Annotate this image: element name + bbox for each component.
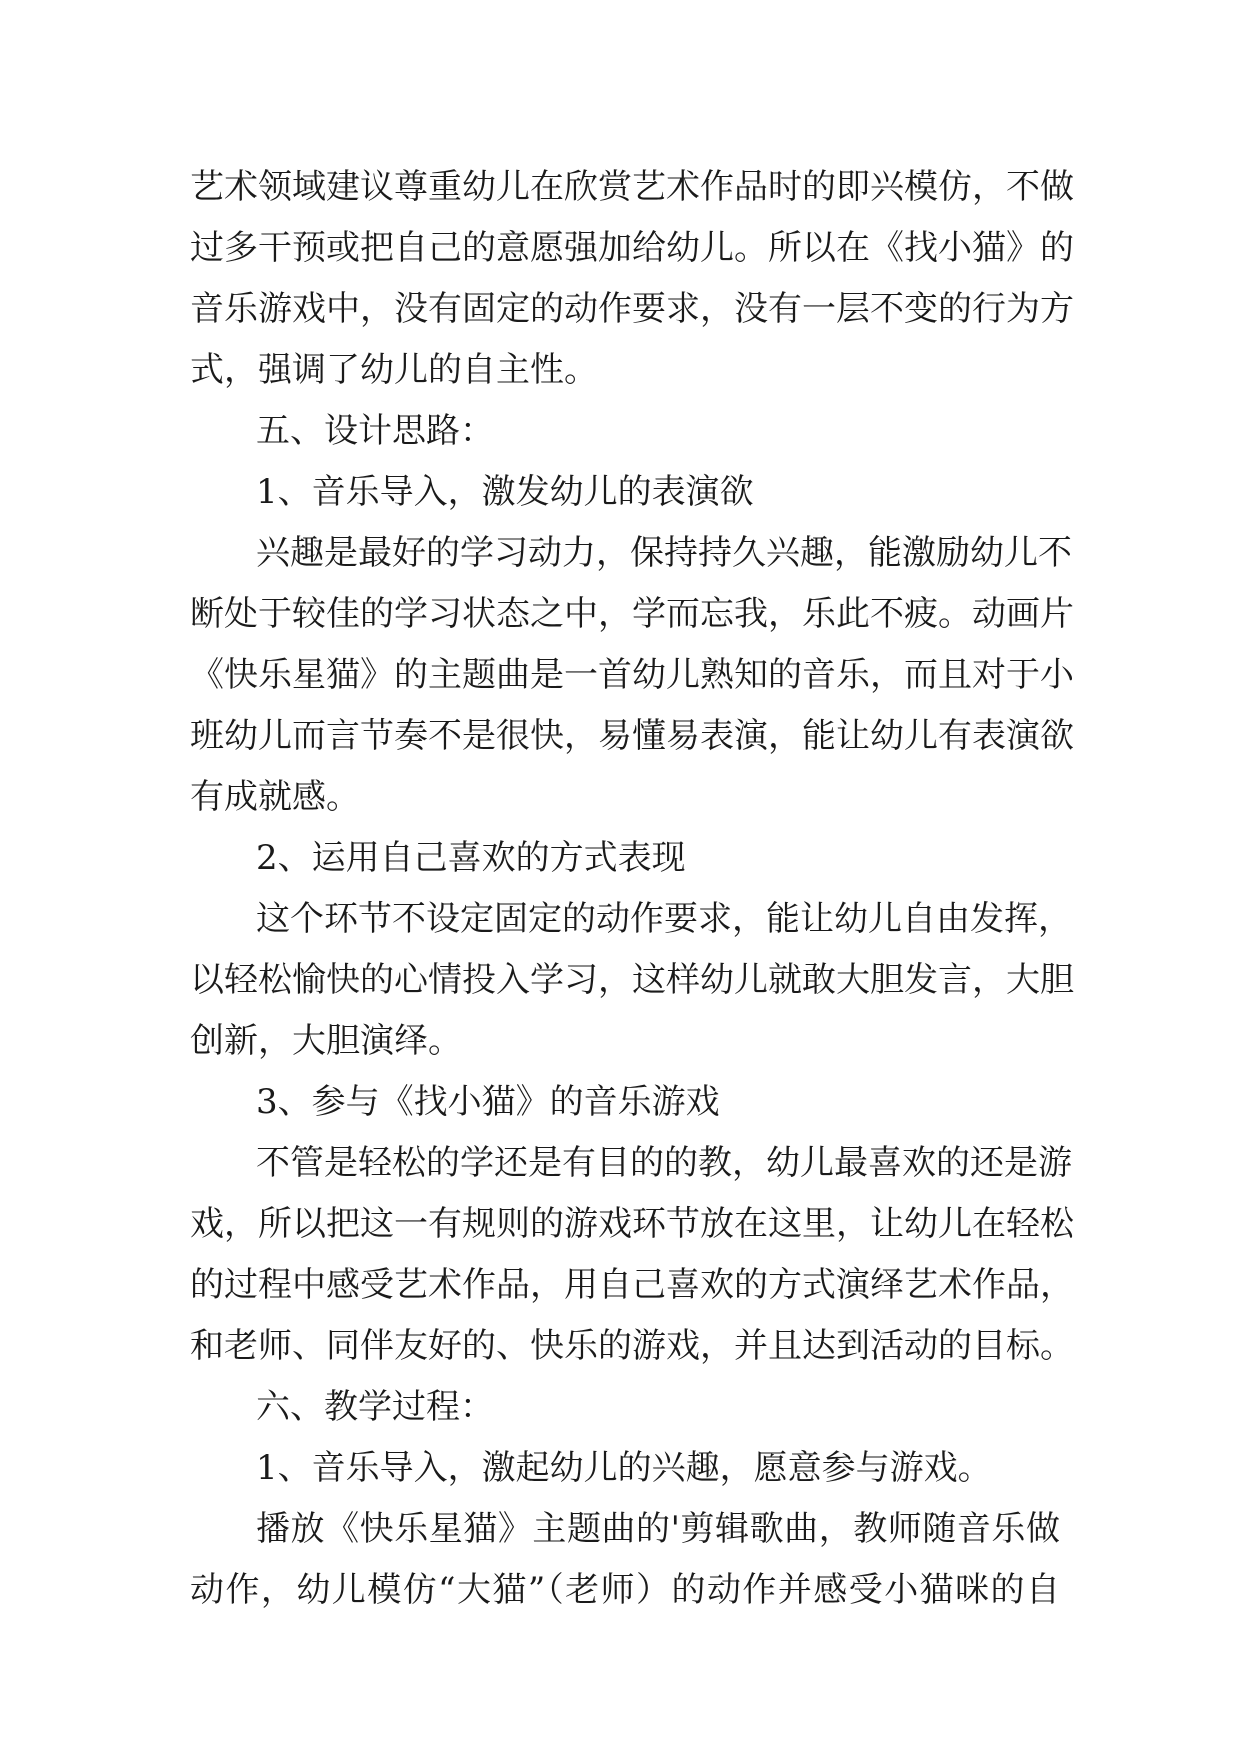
subsection-heading: 1、音乐导入，激起幼儿的兴趣，愿意参与游戏。: [256, 1448, 992, 1488]
text-line: 过多干预或把自己的意愿强加给幼儿。所以在《找小猫》的: [190, 228, 1074, 268]
text-line: 这个环节不设定固定的动作要求，能让幼儿自由发挥，: [256, 899, 1072, 939]
subsection-heading: 1、音乐导入，激发幼儿的表演欲: [256, 472, 754, 512]
text-line: 式，强调了幼儿的自主性。: [190, 350, 598, 390]
text-line: 播放《快乐星猫》主题曲的'剪辑歌曲，教师随音乐做: [256, 1509, 1060, 1549]
text-line: 动作，幼儿模仿“大猫”（老师）的动作并感受小猫咪的自: [190, 1570, 1060, 1610]
subsection-heading: 2、运用自己喜欢的方式表现: [256, 838, 686, 878]
text-line: 创新，大胆演绎。: [190, 1021, 462, 1061]
text-line: 和老师、同伴友好的、快乐的游戏，并且达到活动的目标。: [190, 1326, 1074, 1366]
subsection-heading: 3、参与《找小猫》的音乐游戏: [256, 1082, 720, 1122]
section-heading: 五、设计思路：: [256, 411, 494, 451]
text-line: 艺术领域建议尊重幼儿在欣赏艺术作品时的即兴模仿，不做: [190, 167, 1074, 207]
text-line: 不管是轻松的学还是有目的的教，幼儿最喜欢的还是游: [256, 1143, 1072, 1183]
text-line: 戏，所以把这一有规则的游戏环节放在这里，让幼儿在轻松: [190, 1204, 1074, 1244]
section-heading: 六、教学过程：: [256, 1387, 494, 1427]
text-line: 兴趣是最好的学习动力，保持持久兴趣，能激励幼儿不: [256, 533, 1072, 573]
text-line: 有成就感。: [190, 777, 360, 817]
text-line: 《快乐星猫》的主题曲是一首幼儿熟知的音乐，而且对于小: [190, 655, 1074, 695]
text-line: 的过程中感受艺术作品，用自己喜欢的方式演绎艺术作品，: [190, 1265, 1074, 1305]
text-line: 断处于较佳的学习状态之中，学而忘我，乐此不疲。动画片: [190, 594, 1074, 634]
text-line: 以轻松愉快的心情投入学习，这样幼儿就敢大胆发言，大胆: [190, 960, 1074, 1000]
text-line: 音乐游戏中，没有固定的动作要求，没有一层不变的行为方: [190, 289, 1074, 329]
document-body: [190, 157, 1074, 1621]
text-line: 班幼儿而言节奏不是很快，易懂易表演，能让幼儿有表演欲: [190, 716, 1074, 756]
